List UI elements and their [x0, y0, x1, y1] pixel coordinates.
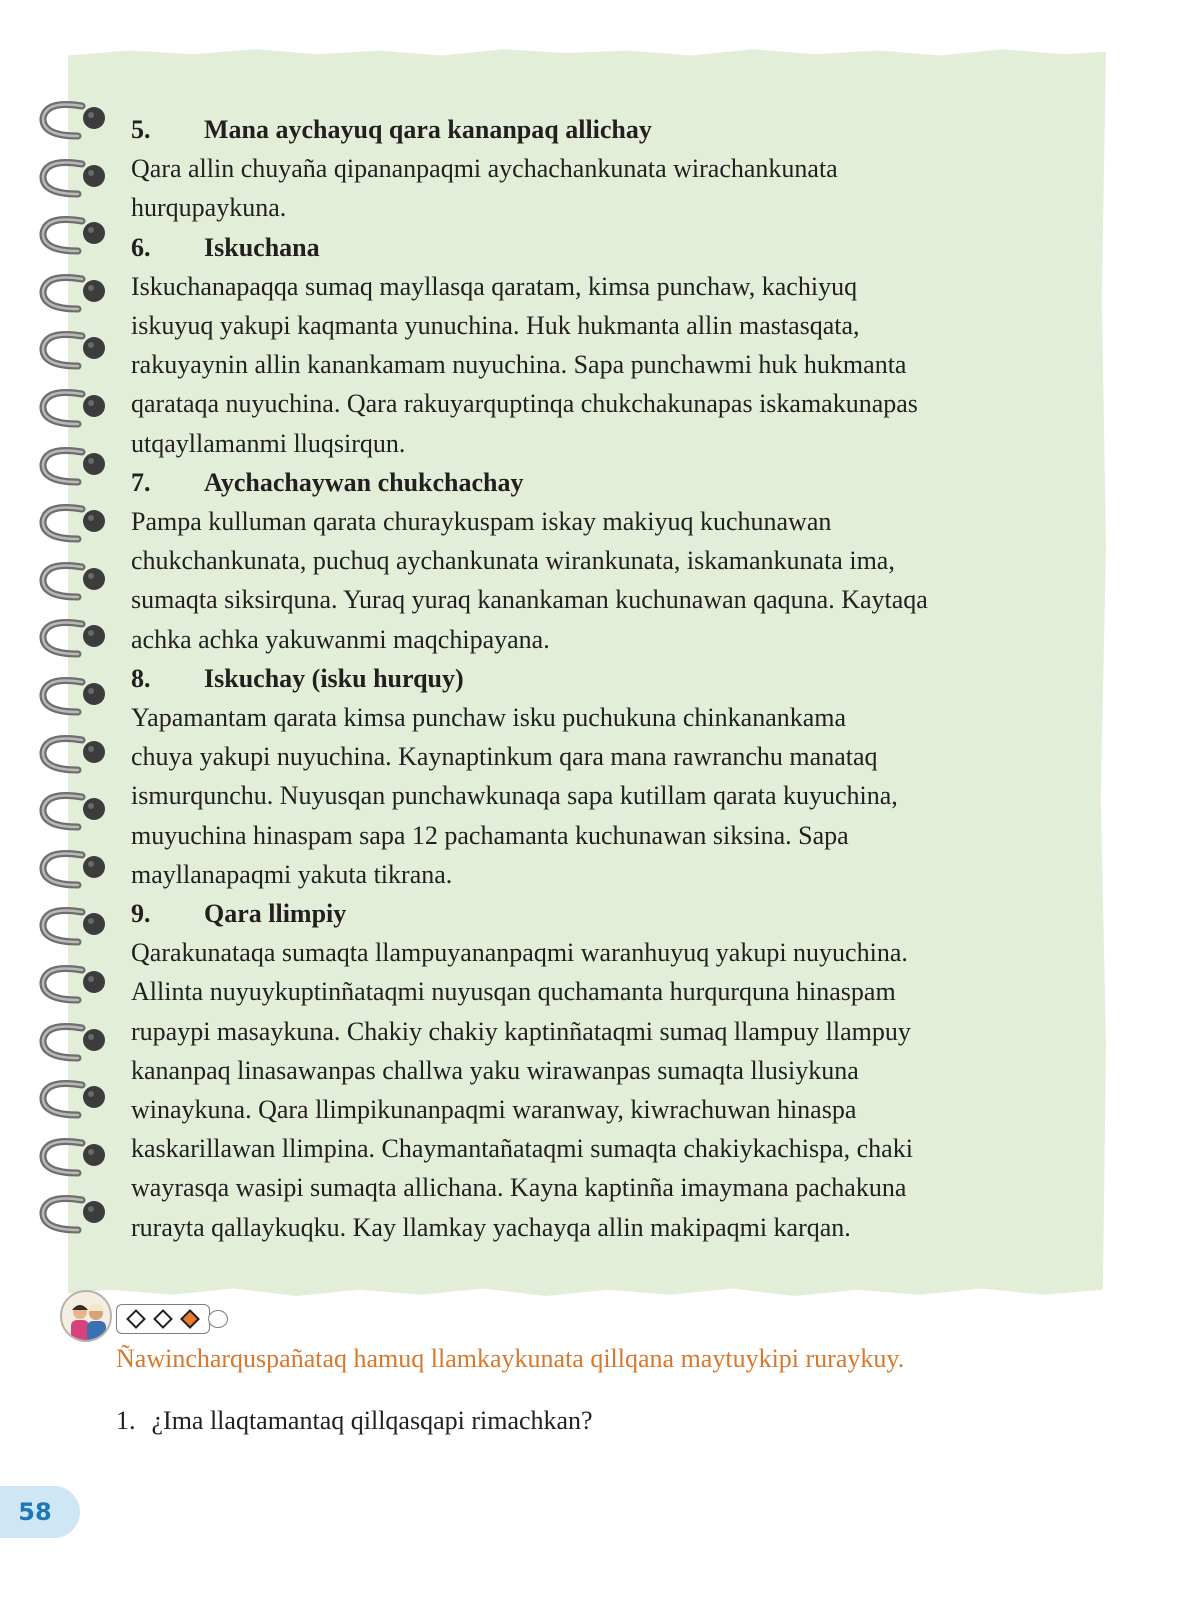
page-number: 58 — [18, 1498, 52, 1526]
section-text-line: hurqupaykuna. — [131, 193, 287, 223]
spiral-ring-icon — [38, 960, 116, 1006]
spiral-ring-icon — [38, 730, 116, 776]
section-text-line: ismurqunchu. Nuyusqan punchawkunaqa sapa kutillam qarata kuyuchina, — [131, 781, 898, 811]
section-text-line: winaykuna. Qara llimpikunanpaqmi waranway, kiwrachuwan hinaspa — [131, 1095, 857, 1125]
section-text-line: Allinta nuyuykuptinñataqmi nuyusqan quchamanta hurqurquna hinaspam — [131, 977, 896, 1007]
section-number: 8. — [131, 663, 151, 693]
spiral-ring-icon — [38, 557, 116, 603]
spiral-ring-icon — [38, 1133, 116, 1179]
section-text-line: wayrasqa wasipi sumaqta allichana. Kayna kaptinña imaymana pachakuna — [131, 1173, 907, 1203]
spiral-ring-icon — [38, 96, 116, 142]
section-title: Qara llimpiy — [204, 899, 347, 929]
section-text-line: kaskarillawan llimpina. Chaymantañataqmi sumaqta chakiykachispa, chaki — [131, 1134, 913, 1164]
section-text-line: Qarakunataqa sumaqta llampuyananpaqmi waranhuyuq yakupi nuyuchina. — [131, 938, 908, 968]
question-item — [116, 1406, 593, 1436]
section-text-line: rurayta qallaykuqku. Kay llamkay yachayqa allin makipaqmi karqan. — [131, 1212, 851, 1242]
question-text: ¿Ima llaqtamantaq qillqasqapi rimachkan? — [151, 1406, 593, 1435]
section-number: 7. — [131, 467, 151, 497]
diamond-filled-icon — [180, 1309, 200, 1329]
section-number: 6. — [131, 232, 151, 262]
section-text-line: Iskuchanapaqqa sumaq mayllasqa qaratam, kimsa punchaw, kachiyuq — [131, 271, 858, 301]
spiral-ring-icon — [38, 1075, 116, 1121]
activity-header — [60, 1290, 260, 1350]
section-heading — [131, 463, 1091, 502]
section-text-line: achka achka yakuwanmi maqchipayana. — [131, 624, 550, 654]
section-text-line: rupaypi masaykuna. Chakiy chakiy kaptinñataqmi sumaq llampuy llampuy — [131, 1016, 911, 1046]
spiral-ring-icon — [38, 787, 116, 833]
spiral-ring-icon — [38, 326, 116, 372]
difficulty-indicator — [116, 1304, 210, 1334]
section-heading — [131, 228, 1091, 267]
section-title: Mana aychayuq qara kananpaq allichay — [204, 115, 652, 144]
spiral-ring-icon — [38, 442, 116, 488]
section-text-line: Yapamantam qarata kimsa punchaw isku puchukuna chinkanankama — [131, 703, 847, 733]
activity-instruction: Ñawincharquspañataq hamuq llamkaykunata qillqana maytuykipi ruraykuy. — [116, 1344, 905, 1373]
spiral-ring-icon — [38, 845, 116, 891]
spiral-ring-icon — [38, 614, 116, 660]
spiral-ring-icon — [38, 211, 116, 257]
section-text-line: Qara allin chuyaña qipananpaqmi aychachankunata wirachankunata — [131, 154, 838, 184]
section-text-line: utqayllamanmi lluqsirqun. — [131, 428, 406, 458]
spiral-binding — [38, 96, 118, 1256]
page-number-tab — [0, 1486, 80, 1538]
section-number: 5. — [131, 115, 151, 144]
indicator-knob-icon — [208, 1310, 228, 1328]
question-number: 1. — [116, 1406, 136, 1435]
section-text-line: chukchankunata, puchuq aychankunata wirankunata, iskamankunata ima, — [131, 546, 895, 576]
section-text-line: iskuyuq yakupi kaqmanta yunuchina. Huk hukmanta allin mastasqata, — [131, 311, 860, 341]
section-text-line: Pampa kulluman qarata churaykuspam iskay makiyuq kuchunawan — [131, 507, 832, 537]
spiral-ring-icon — [38, 269, 116, 315]
section-text-line: muyuchina hinaspam sapa 12 pachamanta kuchunawan siksina. Sapa — [131, 820, 849, 850]
spiral-ring-icon — [38, 499, 116, 545]
section-text-line: sumaqta siksirquna. Yuraq yuraq kanankaman kuchunawan qaquna. Kaytaqa — [131, 585, 928, 615]
section-title: Aychachaywan chukchachay — [204, 467, 524, 497]
spiral-ring-icon — [38, 1190, 116, 1236]
section-text-line: kananpaq linasawanpas challwa yaku wirawanpas sumaqta llusiykuna — [131, 1055, 859, 1085]
section-text-line: qarataqa nuyuchina. Qara rakuyarquptinqa chukchakunapas iskamakunapas — [131, 389, 918, 419]
spiral-ring-icon — [38, 1018, 116, 1064]
section-heading — [131, 894, 1091, 933]
spiral-ring-icon — [38, 902, 116, 948]
spiral-ring-icon — [38, 384, 116, 430]
section-text-line: chuya yakupi nuyuchina. Kaynaptinkum qara mana rawranchu manataq — [131, 742, 878, 772]
spiral-ring-icon — [38, 672, 116, 718]
section-text-line: rakuyaynin allin kanankamam nuyuchina. Sapa punchawmi huk hukmanta — [131, 350, 907, 380]
section-text-line: mayllanapaqmi yakuta tikrana. — [131, 859, 453, 889]
section-title: Iskuchana — [204, 232, 320, 262]
section-heading — [131, 659, 1091, 698]
instruction-steps — [131, 110, 1091, 1247]
diamond-outline-icon — [153, 1309, 173, 1329]
section-heading — [131, 110, 1091, 149]
two-children-icon — [60, 1290, 112, 1342]
diamond-outline-icon — [126, 1309, 146, 1329]
section-number: 9. — [131, 899, 151, 929]
spiral-ring-icon — [38, 154, 116, 200]
section-title: Iskuchay (isku hurquy) — [204, 663, 464, 693]
